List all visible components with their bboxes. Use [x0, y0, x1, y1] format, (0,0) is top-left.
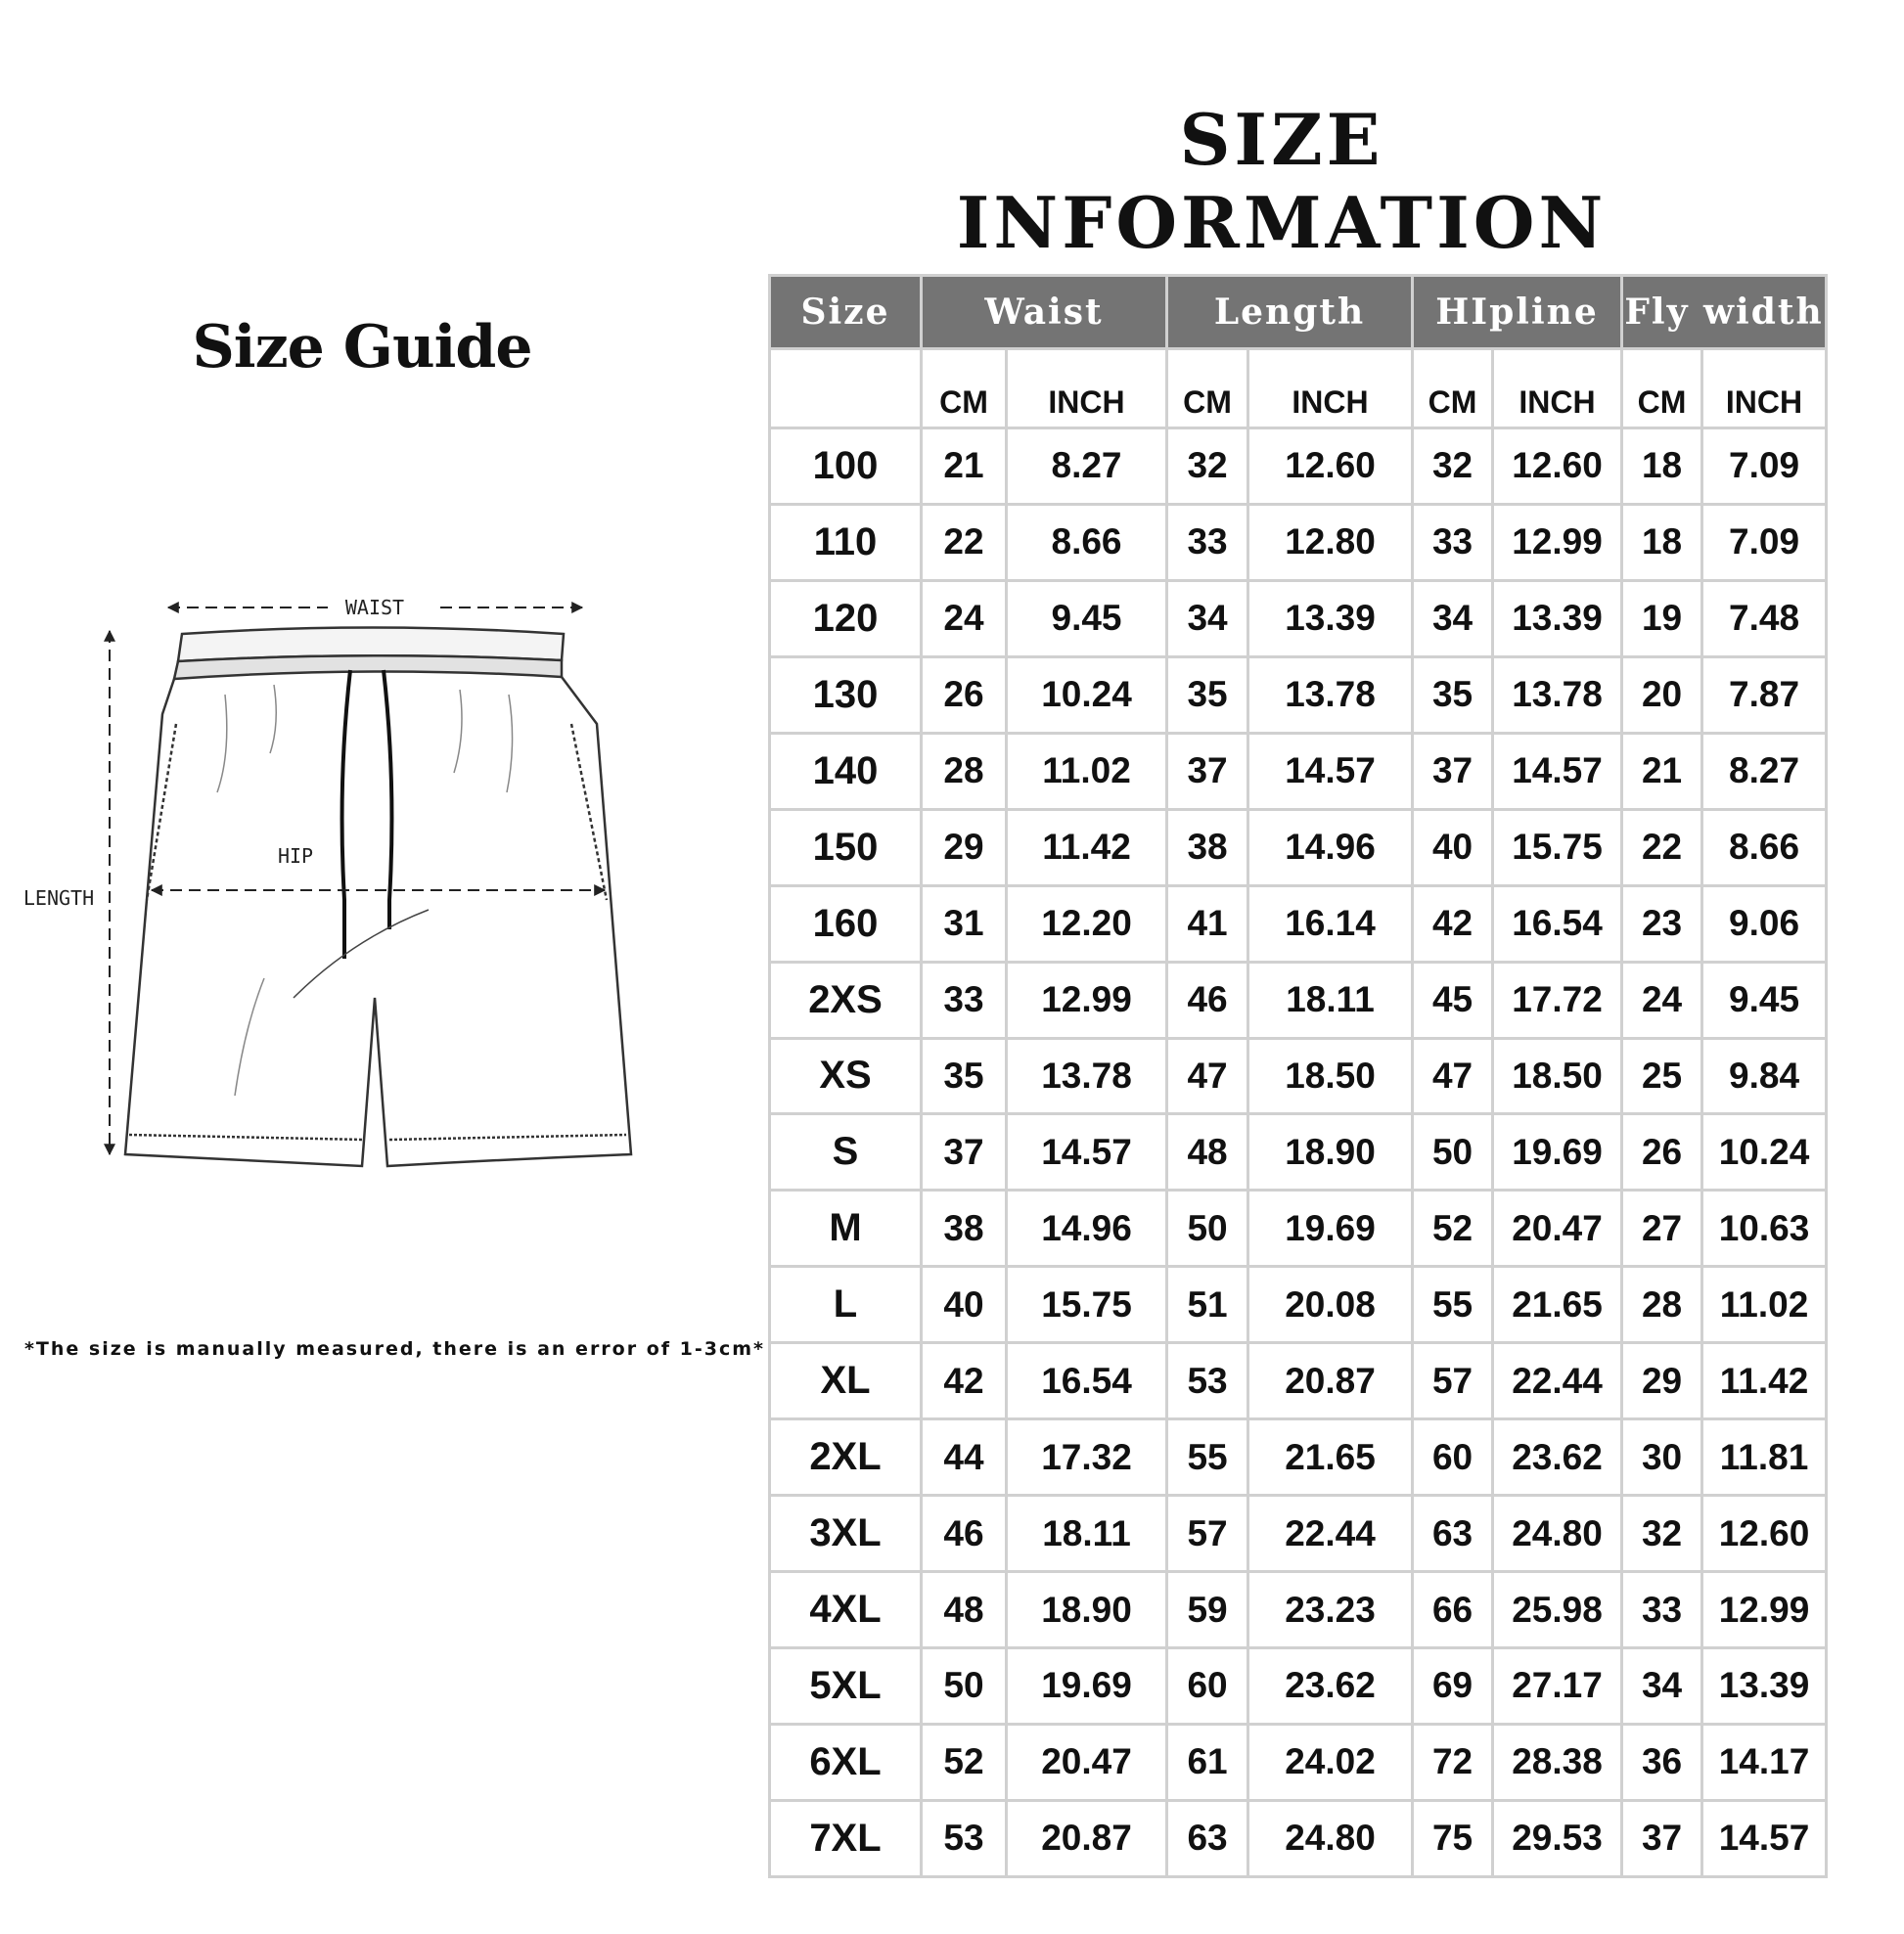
measure-cell: 25.98 — [1493, 1572, 1622, 1648]
unit-cell: INCH — [1007, 349, 1167, 428]
size-table — [768, 274, 1828, 1878]
measure-cell: 9.06 — [1702, 885, 1827, 962]
table-row — [770, 580, 1827, 656]
measure-cell: 47 — [1413, 1038, 1493, 1114]
size-label-cell: 100 — [770, 428, 922, 505]
measure-cell: 19.69 — [1248, 1191, 1413, 1267]
measure-cell: 14.57 — [1702, 1800, 1827, 1876]
measure-cell: 51 — [1167, 1267, 1248, 1343]
shorts-diagram — [0, 567, 724, 1193]
measure-cell: 42 — [1413, 885, 1493, 962]
measure-cell: 19 — [1622, 580, 1702, 656]
measure-cell: 50 — [1413, 1114, 1493, 1191]
table-row — [770, 885, 1827, 962]
measure-cell: 16.14 — [1248, 885, 1413, 962]
measure-cell: 24.80 — [1248, 1800, 1413, 1876]
size-label-cell: 3XL — [770, 1496, 922, 1572]
measure-cell: 45 — [1413, 962, 1493, 1038]
table-row — [770, 1343, 1827, 1419]
measure-cell: 23.62 — [1248, 1648, 1413, 1725]
size-label-cell: 4XL — [770, 1572, 922, 1648]
measure-cell: 18.11 — [1007, 1496, 1167, 1572]
measure-cell: 46 — [922, 1496, 1007, 1572]
table-row — [770, 1648, 1827, 1725]
measure-cell: 29 — [922, 809, 1007, 885]
measure-cell: 52 — [922, 1724, 1007, 1800]
unit-cell: CM — [1622, 349, 1702, 428]
header-waist: Waist — [922, 276, 1167, 349]
table-row — [770, 1800, 1827, 1876]
measure-cell: 35 — [1167, 656, 1248, 733]
measure-cell: 57 — [1413, 1343, 1493, 1419]
measure-cell: 20.87 — [1248, 1343, 1413, 1419]
measure-cell: 66 — [1413, 1572, 1493, 1648]
measure-cell: 11.42 — [1702, 1343, 1827, 1419]
measure-cell: 32 — [1413, 428, 1493, 505]
measure-cell: 14.57 — [1007, 1114, 1167, 1191]
table-row — [770, 1419, 1827, 1496]
measure-cell: 20.87 — [1007, 1800, 1167, 1876]
measure-cell: 48 — [922, 1572, 1007, 1648]
measure-cell: 12.99 — [1493, 504, 1622, 580]
measure-cell: 13.78 — [1007, 1038, 1167, 1114]
measure-cell: 37 — [1622, 1800, 1702, 1876]
measure-cell: 15.75 — [1493, 809, 1622, 885]
measure-cell: 10.63 — [1702, 1191, 1827, 1267]
table-row — [770, 962, 1827, 1038]
measure-cell: 36 — [1622, 1724, 1702, 1800]
measure-cell: 7.48 — [1702, 580, 1827, 656]
table-row — [770, 1038, 1827, 1114]
measure-cell: 60 — [1167, 1648, 1248, 1725]
size-label-cell: XL — [770, 1343, 922, 1419]
measure-cell: 34 — [1622, 1648, 1702, 1725]
measure-cell: 28.38 — [1493, 1724, 1622, 1800]
measure-cell: 52 — [1413, 1191, 1493, 1267]
measure-cell: 13.78 — [1248, 656, 1413, 733]
measure-cell: 18 — [1622, 504, 1702, 580]
measure-cell: 12.60 — [1493, 428, 1622, 505]
measure-cell: 19.69 — [1007, 1648, 1167, 1725]
measure-cell: 18.11 — [1248, 962, 1413, 1038]
table-row — [770, 1496, 1827, 1572]
measure-cell: 38 — [922, 1191, 1007, 1267]
measure-cell: 20 — [1622, 656, 1702, 733]
measure-cell: 37 — [1413, 733, 1493, 809]
shorts-outline — [125, 628, 631, 1167]
measure-cell: 8.27 — [1007, 428, 1167, 505]
size-label-cell: 2XS — [770, 962, 922, 1038]
measure-cell: 75 — [1413, 1800, 1493, 1876]
waist-label: WAIST — [344, 596, 405, 619]
size-label-cell: 160 — [770, 885, 922, 962]
measure-cell: 63 — [1167, 1800, 1248, 1876]
measurement-note: *The size is manually measured, there is an error of 1-3cm* — [24, 1338, 765, 1360]
units-blank-cell — [770, 349, 922, 428]
measure-cell: 18.90 — [1248, 1114, 1413, 1191]
measure-cell: 18.90 — [1007, 1572, 1167, 1648]
measure-cell: 40 — [922, 1267, 1007, 1343]
measure-cell: 27.17 — [1493, 1648, 1622, 1725]
measure-cell: 19.69 — [1493, 1114, 1622, 1191]
unit-cell: INCH — [1702, 349, 1827, 428]
measure-cell: 50 — [1167, 1191, 1248, 1267]
measure-cell: 23.23 — [1248, 1572, 1413, 1648]
measure-cell: 21 — [1622, 733, 1702, 809]
measure-cell: 22 — [1622, 809, 1702, 885]
measure-cell: 13.39 — [1248, 580, 1413, 656]
measure-cell: 8.66 — [1702, 809, 1827, 885]
measure-cell: 23 — [1622, 885, 1702, 962]
measure-cell: 32 — [1167, 428, 1248, 505]
size-label-cell: M — [770, 1191, 922, 1267]
size-label-cell: 150 — [770, 809, 922, 885]
measure-cell: 24 — [1622, 962, 1702, 1038]
measure-cell: 48 — [1167, 1114, 1248, 1191]
measure-cell: 59 — [1167, 1572, 1248, 1648]
measure-cell: 30 — [1622, 1419, 1702, 1496]
measure-cell: 38 — [1167, 809, 1248, 885]
measure-cell: 28 — [1622, 1267, 1702, 1343]
measure-cell: 29.53 — [1493, 1800, 1622, 1876]
measure-cell: 24.02 — [1248, 1724, 1413, 1800]
table-row — [770, 1572, 1827, 1648]
measure-cell: 53 — [1167, 1343, 1248, 1419]
measure-cell: 26 — [1622, 1114, 1702, 1191]
page-title: SIZE INFORMATION — [956, 98, 1608, 264]
unit-cell: CM — [1413, 349, 1493, 428]
size-label-cell: 5XL — [770, 1648, 922, 1725]
unit-cell: CM — [922, 349, 1007, 428]
measure-cell: 50 — [922, 1648, 1007, 1725]
measure-cell: 11.81 — [1702, 1419, 1827, 1496]
measure-cell: 37 — [922, 1114, 1007, 1191]
header-fly-width: Fly width — [1622, 276, 1827, 349]
measure-cell: 18.50 — [1493, 1038, 1622, 1114]
measure-cell: 40 — [1413, 809, 1493, 885]
measure-cell: 11.02 — [1007, 733, 1167, 809]
measure-cell: 20.08 — [1248, 1267, 1413, 1343]
measure-cell: 63 — [1413, 1496, 1493, 1572]
hip-label: HIP — [277, 844, 314, 868]
measure-cell: 7.87 — [1702, 656, 1827, 733]
measure-cell: 12.99 — [1702, 1572, 1827, 1648]
size-guide-title: Size Guide — [192, 313, 532, 382]
measure-cell: 33 — [922, 962, 1007, 1038]
measure-cell: 42 — [922, 1343, 1007, 1419]
size-label-cell: 130 — [770, 656, 922, 733]
measure-cell: 13.39 — [1493, 580, 1622, 656]
measure-cell: 18 — [1622, 428, 1702, 505]
measure-cell: 9.45 — [1007, 580, 1167, 656]
measure-cell: 24 — [922, 580, 1007, 656]
measure-cell: 22 — [922, 504, 1007, 580]
header-hipline: HIpline — [1413, 276, 1622, 349]
measure-cell: 32 — [1622, 1496, 1702, 1572]
measure-cell: 33 — [1167, 504, 1248, 580]
measure-cell: 17.72 — [1493, 962, 1622, 1038]
measure-cell: 47 — [1167, 1038, 1248, 1114]
measure-cell: 10.24 — [1007, 656, 1167, 733]
table-row — [770, 1724, 1827, 1800]
table-row — [770, 428, 1827, 505]
size-label-cell: 140 — [770, 733, 922, 809]
table-row — [770, 1191, 1827, 1267]
measure-cell: 14.57 — [1248, 733, 1413, 809]
measure-cell: 16.54 — [1007, 1343, 1167, 1419]
measure-cell: 33 — [1413, 504, 1493, 580]
length-label: LENGTH — [23, 886, 95, 910]
unit-cell: INCH — [1248, 349, 1413, 428]
measure-cell: 57 — [1167, 1496, 1248, 1572]
measure-cell: 7.09 — [1702, 504, 1827, 580]
measure-cell: 24.80 — [1493, 1496, 1622, 1572]
size-label-cell: XS — [770, 1038, 922, 1114]
measure-cell: 72 — [1413, 1724, 1493, 1800]
units-row — [770, 349, 1827, 428]
table-row — [770, 1114, 1827, 1191]
measure-cell: 44 — [922, 1419, 1007, 1496]
measure-cell: 9.84 — [1702, 1038, 1827, 1114]
size-label-cell: 110 — [770, 504, 922, 580]
measure-cell: 27 — [1622, 1191, 1702, 1267]
measure-cell: 12.20 — [1007, 885, 1167, 962]
measure-cell: 53 — [922, 1800, 1007, 1876]
measure-cell: 16.54 — [1493, 885, 1622, 962]
unit-cell: CM — [1167, 349, 1248, 428]
measure-cell: 25 — [1622, 1038, 1702, 1114]
measure-cell: 61 — [1167, 1724, 1248, 1800]
measure-cell: 55 — [1167, 1419, 1248, 1496]
measure-cell: 11.02 — [1702, 1267, 1827, 1343]
unit-cell: INCH — [1493, 349, 1622, 428]
header-row — [770, 276, 1827, 349]
measure-cell: 14.96 — [1007, 1191, 1167, 1267]
measure-cell: 14.96 — [1248, 809, 1413, 885]
size-label-cell: 6XL — [770, 1724, 922, 1800]
measure-cell: 33 — [1622, 1572, 1702, 1648]
measure-cell: 21.65 — [1493, 1267, 1622, 1343]
measure-cell: 28 — [922, 733, 1007, 809]
measure-cell: 9.45 — [1702, 962, 1827, 1038]
measure-cell: 12.60 — [1248, 428, 1413, 505]
size-label-cell: 7XL — [770, 1800, 922, 1876]
measure-cell: 41 — [1167, 885, 1248, 962]
measure-cell: 35 — [1413, 656, 1493, 733]
measure-cell: 26 — [922, 656, 1007, 733]
size-label-cell: 2XL — [770, 1419, 922, 1496]
measure-cell: 31 — [922, 885, 1007, 962]
measure-cell: 34 — [1413, 580, 1493, 656]
header-length: Length — [1167, 276, 1413, 349]
measure-cell: 46 — [1167, 962, 1248, 1038]
measure-cell: 21 — [922, 428, 1007, 505]
size-label-cell: L — [770, 1267, 922, 1343]
measure-cell: 20.47 — [1493, 1191, 1622, 1267]
measure-cell: 8.66 — [1007, 504, 1167, 580]
table-row — [770, 504, 1827, 580]
measure-cell: 11.42 — [1007, 809, 1167, 885]
table-row — [770, 733, 1827, 809]
measure-cell: 18.50 — [1248, 1038, 1413, 1114]
measure-cell: 55 — [1413, 1267, 1493, 1343]
measure-cell: 20.47 — [1007, 1724, 1167, 1800]
measure-cell: 10.24 — [1702, 1114, 1827, 1191]
measure-cell: 23.62 — [1493, 1419, 1622, 1496]
measure-cell: 35 — [922, 1038, 1007, 1114]
measure-cell: 14.57 — [1493, 733, 1622, 809]
table-row — [770, 809, 1827, 885]
measure-cell: 29 — [1622, 1343, 1702, 1419]
measure-cell: 37 — [1167, 733, 1248, 809]
table-row — [770, 656, 1827, 733]
measure-cell: 13.78 — [1493, 656, 1622, 733]
measure-cell: 22.44 — [1248, 1496, 1413, 1572]
measure-cell: 22.44 — [1493, 1343, 1622, 1419]
measure-cell: 13.39 — [1702, 1648, 1827, 1725]
header-size: Size — [770, 276, 922, 349]
measure-cell: 7.09 — [1702, 428, 1827, 505]
size-label-cell: 120 — [770, 580, 922, 656]
measure-cell: 12.99 — [1007, 962, 1167, 1038]
measure-cell: 21.65 — [1248, 1419, 1413, 1496]
measure-cell: 69 — [1413, 1648, 1493, 1725]
measure-cell: 17.32 — [1007, 1419, 1167, 1496]
measure-cell: 60 — [1413, 1419, 1493, 1496]
size-label-cell: S — [770, 1114, 922, 1191]
measure-cell: 8.27 — [1702, 733, 1827, 809]
measure-cell: 12.80 — [1248, 504, 1413, 580]
table-row — [770, 1267, 1827, 1343]
measure-cell: 15.75 — [1007, 1267, 1167, 1343]
measure-cell: 34 — [1167, 580, 1248, 656]
measure-cell: 12.60 — [1702, 1496, 1827, 1572]
measure-cell: 14.17 — [1702, 1724, 1827, 1800]
